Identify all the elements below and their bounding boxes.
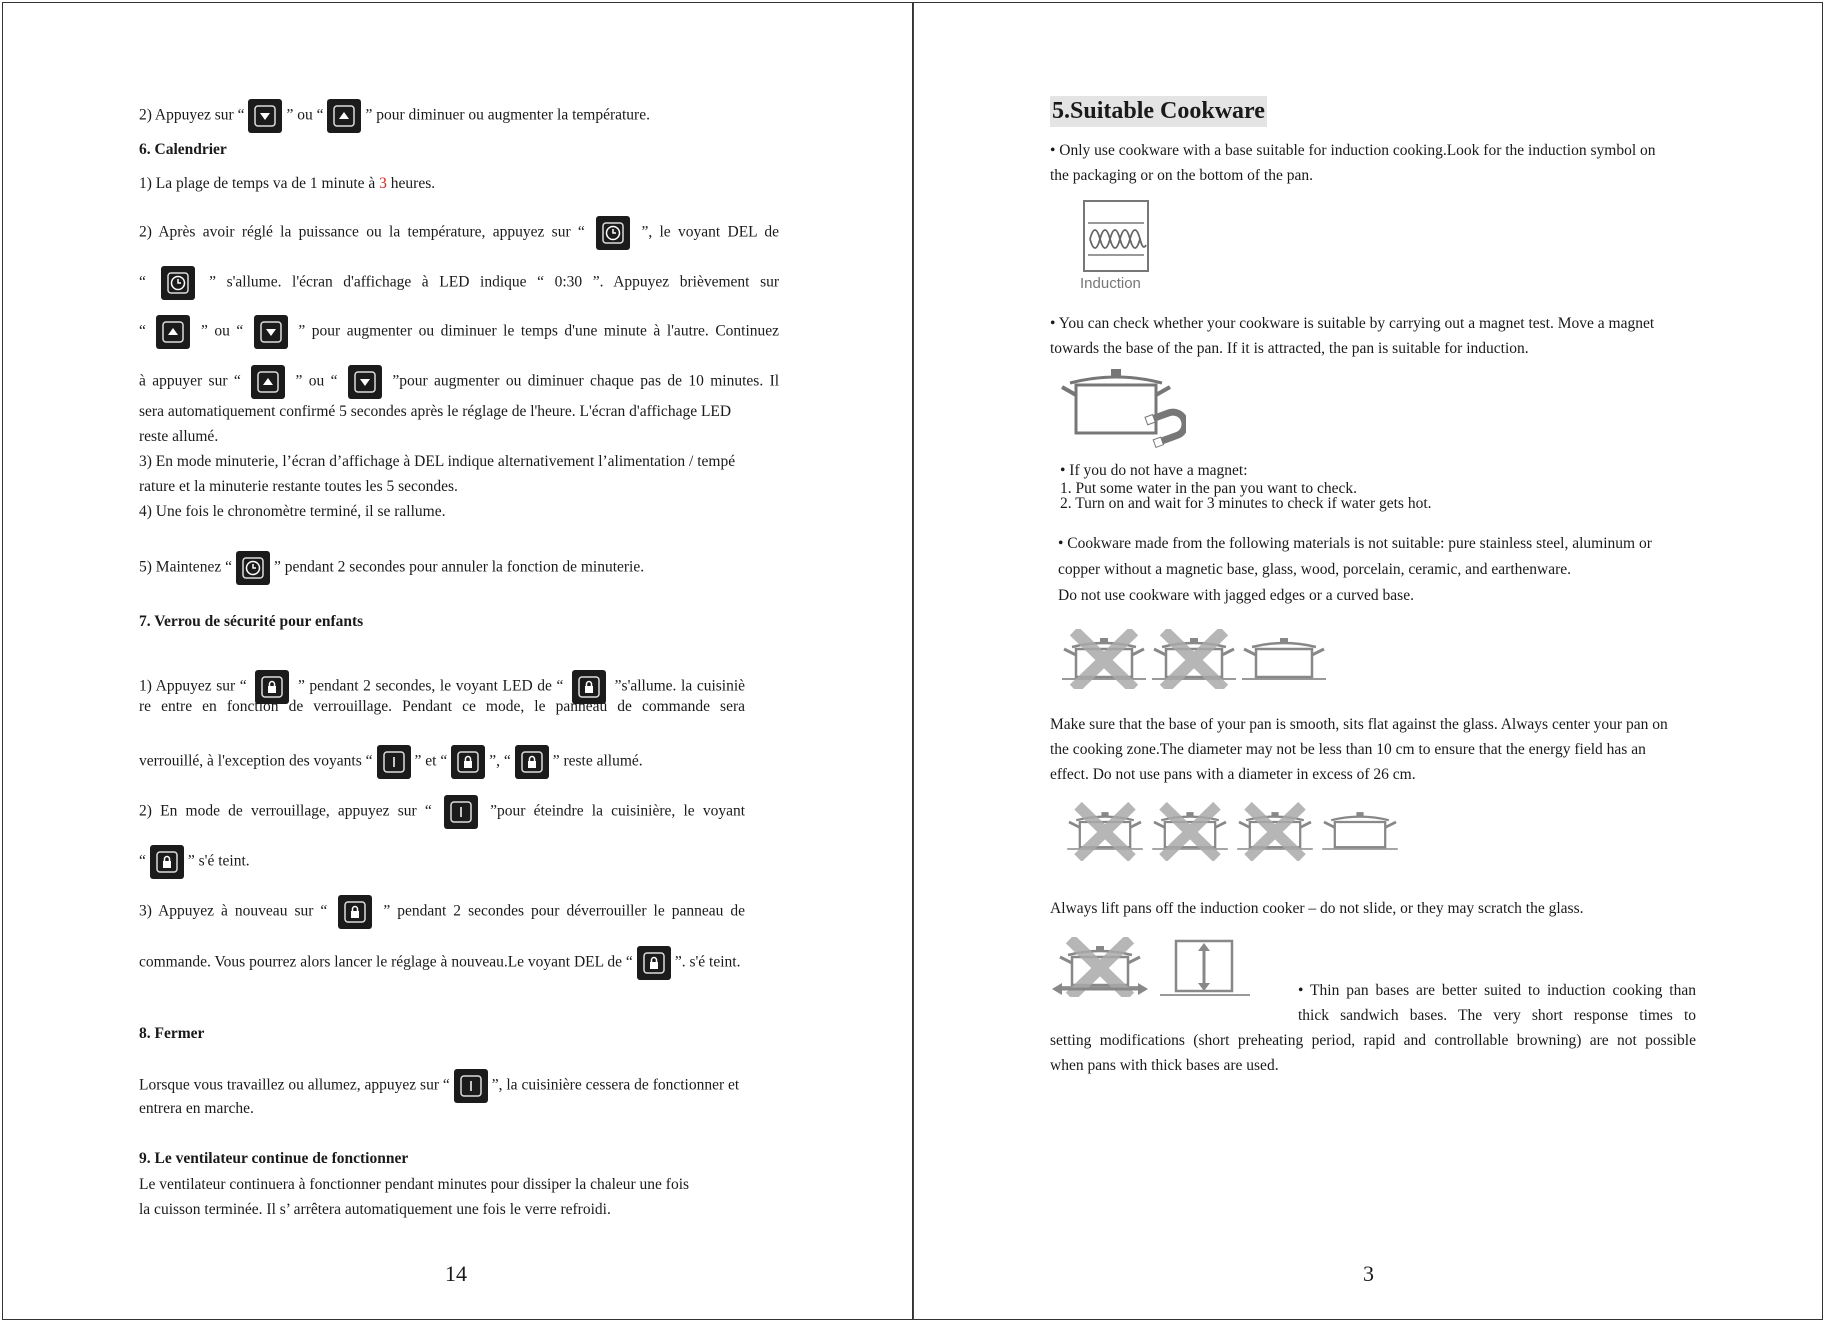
- calendar-line-2a: [139, 216, 779, 250]
- magnet-test-illustration: [1056, 367, 1186, 459]
- para-5a: Make sure that the base of your pan is smooth, sits flat against the glass. Always center your pan on: [1050, 716, 1668, 733]
- calendar-line-5: [139, 551, 644, 585]
- para-2b: towards the base of the pan. If it is attracted, the pan is suitable for induction.: [1050, 340, 1529, 357]
- down-arrow-icon: [248, 99, 282, 133]
- calendar-line-3b: rature et la minuterie restante toutes les 5 secondes.: [139, 478, 458, 495]
- induction-symbol-icon: [1082, 199, 1152, 295]
- text: heures.: [386, 175, 436, 192]
- section-title-fan: 9. Le ventilateur continue de fonctionner: [139, 1150, 409, 1167]
- text: ” ou “: [286, 106, 324, 124]
- lock-icon: [150, 845, 184, 879]
- text: ”, le voyant DEL de: [641, 223, 779, 241]
- text: ”s'allume. la cuisiniè: [614, 677, 746, 695]
- para-4b: copper without a magnetic base, glass, wood, porcelain, ceramic, and earthenware.: [1058, 561, 1572, 578]
- para-7b: thick sandwich bases. The very short response times to: [1298, 1007, 1696, 1024]
- section-title-calendar: 6. Calendrier: [139, 141, 227, 158]
- text: à appuyer sur “: [139, 372, 241, 390]
- text: ” ou “: [200, 322, 244, 340]
- up-arrow-icon: [327, 99, 361, 133]
- lock-icon: [637, 946, 671, 980]
- lock-line-1b: re entre en fonction de verrouillage. Pendant ce mode, le panneau de commande sera: [139, 698, 745, 715]
- text: ” ou “: [295, 372, 338, 390]
- para-3-step-1: 1. Put some water in the pan you want to check.: [1060, 480, 1358, 497]
- text: “: [139, 273, 146, 291]
- para-4c: Do not use cookware with jagged edges or a curved base.: [1058, 587, 1414, 604]
- text: ” s'é teint.: [187, 852, 250, 870]
- power-icon: [444, 795, 478, 829]
- clock-icon: [161, 266, 195, 300]
- text: “: [139, 852, 146, 870]
- text: 1) Appuyez sur “: [139, 677, 247, 695]
- text: ”pour éteindre la cuisinière, le voyant: [490, 802, 746, 820]
- induction-label: Induction: [1080, 275, 1141, 292]
- lock-line-3a: [139, 895, 745, 929]
- para-7d: when pans with thick bases are used.: [1050, 1057, 1279, 1074]
- lock-icon: [515, 745, 549, 779]
- text: ” pour diminuer ou augmenter la température.: [365, 106, 650, 124]
- unsuitable-cookware-illustration: [1054, 627, 1334, 693]
- calendar-line-2e: sera automatiquement confirmé 5 secondes après le réglage de l'heure. L'écran d'affichage LED: [139, 403, 732, 420]
- lock-line-1c: [139, 745, 643, 779]
- calendar-line-2d: [139, 365, 779, 399]
- close-line-2: entrera en marche.: [139, 1100, 254, 1117]
- power-icon: [454, 1069, 488, 1103]
- clock-icon: [596, 216, 630, 250]
- para-6: Always lift pans off the induction cooker – do not slide, or they may scratch the glass.: [1050, 900, 1584, 917]
- calendar-line-3a: 3) En mode minuterie, l’écran d’affichage à DEL indique alternativement l’alimentation / tempé: [139, 453, 736, 470]
- text: ”. s'é teint.: [674, 953, 741, 971]
- red-number: 3: [379, 175, 387, 192]
- down-arrow-icon: [348, 365, 382, 399]
- para-2a: • You can check whether your cookware is suitable by carrying out a magnet test. Move a magnet: [1050, 315, 1655, 332]
- fan-line-1: Le ventilateur continuera à fonctionner pendant minutes pour dissiper la chaleur une fois: [139, 1176, 690, 1193]
- para-5c: effect. Do not use pans with a diameter in excess of 26 cm.: [1050, 766, 1416, 783]
- para-4a: • Cookware made from the following materials is not suitable: pure stainless steel, aluminum or: [1058, 535, 1652, 552]
- text: 5) Maintenez “: [139, 558, 232, 576]
- calendar-line-4: 4) Une fois le chronomètre terminé, il se rallume.: [139, 503, 446, 520]
- para-3-step-2: 2. Turn on and wait for 3 minutes to check if water gets hot.: [1060, 495, 1432, 512]
- calendar-line-1: [139, 175, 435, 193]
- text: ” pendant 2 secondes, le voyant LED de “: [297, 677, 564, 695]
- pan-base-illustration: [1060, 797, 1420, 867]
- para-1b: the packaging or on the bottom of the pan.: [1050, 167, 1314, 184]
- calendar-line-2c: [139, 315, 779, 349]
- close-line-1: [139, 1069, 739, 1103]
- page-number: 14: [445, 1261, 467, 1286]
- text: ” et “: [414, 752, 448, 770]
- calendar-line-2b: [139, 266, 779, 300]
- lock-line-2a: [139, 795, 745, 829]
- text: verrouillé, à l'exception des voyants “: [139, 752, 373, 770]
- power-icon: [377, 745, 411, 779]
- page-number: 3: [1363, 1261, 1374, 1286]
- down-arrow-icon: [254, 315, 288, 349]
- text: Lorsque vous travaillez ou allumez, appuyez sur “: [139, 1076, 450, 1094]
- up-arrow-icon: [251, 365, 285, 399]
- text: ” reste allumé.: [552, 752, 643, 770]
- section-title-close: 8. Fermer: [139, 1025, 205, 1042]
- para-5b: the cooking zone.The diameter may not be less than 10 cm to ensure that the energy field has an: [1050, 741, 1646, 758]
- up-arrow-icon: [156, 315, 190, 349]
- lock-icon: [338, 895, 372, 929]
- text: ” pendant 2 secondes pour annuler la fonction de minuterie.: [273, 558, 645, 576]
- text: ” pour augmenter ou diminuer le temps d'une minute à l'autre. Continuez: [298, 322, 780, 340]
- text: “: [139, 322, 146, 340]
- right-page: [913, 2, 1823, 1320]
- text: commande. Vous pourrez alors lancer le réglage à nouveau.Le voyant DEL de “: [139, 953, 633, 971]
- left-page: [2, 2, 913, 1320]
- lift-pan-illustration: [1050, 933, 1260, 1005]
- section-title-suitable-cookware: 5.Suitable Cookware: [1050, 96, 1267, 127]
- text: ” pendant 2 secondes pour déverrouiller le panneau de: [383, 902, 745, 920]
- fan-line-2: la cuisson terminée. Il s’ arrêtera automatiquement une fois le verre refroidi.: [139, 1201, 611, 1218]
- para-1a: • Only use cookware with a base suitable for induction cooking.Look for the induction symbol on: [1050, 142, 1656, 159]
- section-title-child-lock: 7. Verrou de sécurité pour enfants: [139, 613, 364, 630]
- temperature-step-line: [139, 99, 650, 133]
- text: 2) En mode de verrouillage, appuyez sur “: [139, 802, 432, 820]
- clock-icon: [236, 551, 270, 585]
- para-7a: • Thin pan bases are better suited to induction cooking than: [1298, 982, 1696, 999]
- para-7c: setting modifications (short preheating period, rapid and controllable browning) are not possible: [1050, 1032, 1696, 1049]
- calendar-line-2f: reste allumé.: [139, 428, 219, 445]
- text: ”, la cuisinière cessera de fonctionner et: [491, 1076, 740, 1094]
- text: ” s'allume. l'écran d'affichage à LED indique “ 0:30 ”. Appuyez brièvement sur: [209, 273, 780, 291]
- lock-line-3b: [139, 946, 740, 980]
- text: ”, “: [489, 752, 511, 770]
- text: 1) La plage de temps va de 1 minute à: [139, 175, 380, 192]
- text: ”pour augmenter ou diminuer chaque pas de 10 minutes. Il: [392, 372, 780, 390]
- text: 2) Appuyez sur “: [139, 106, 245, 124]
- para-3: • If you do not have a magnet:: [1060, 462, 1248, 479]
- lock-line-2b: [139, 845, 250, 879]
- lock-icon: [451, 745, 485, 779]
- text: 3) Appuyez à nouveau sur “: [139, 902, 328, 920]
- text: 2) Après avoir réglé la puissance ou la température, appuyez sur “: [139, 223, 585, 241]
